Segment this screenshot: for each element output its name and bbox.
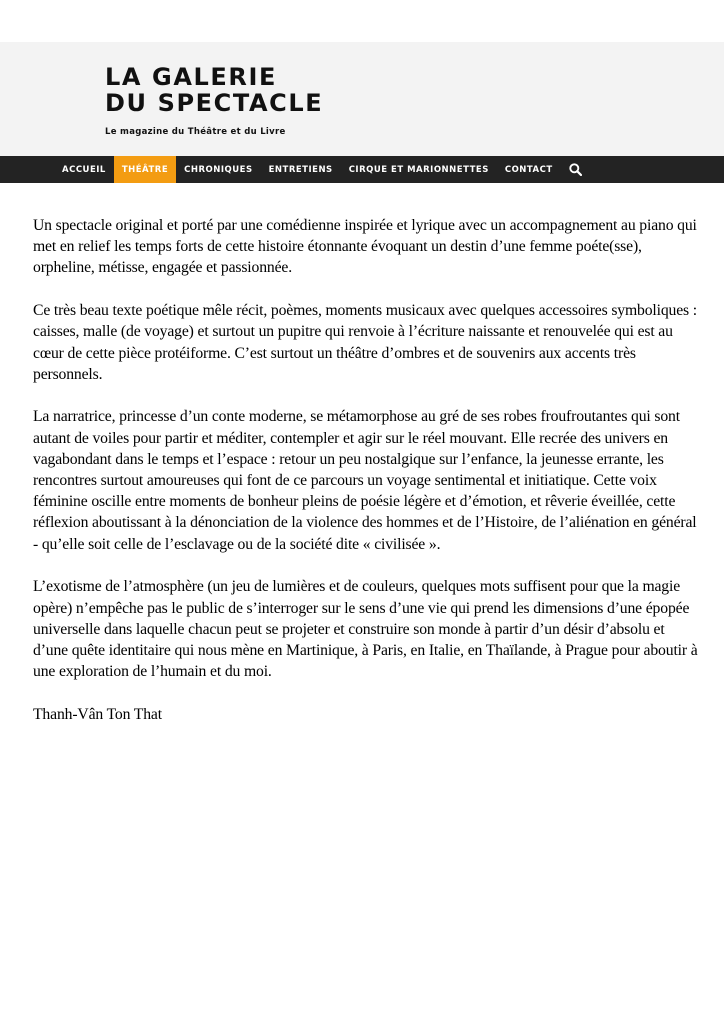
site-header [0, 42, 724, 156]
article-paragraph-2: Ce très beau texte poétique mêle récit, poèmes, moments musicaux avec quelques accessoires symboliques : caisses, malle (de voyage) et surtout un pupitre qui renvoie à l’écriture naissante et renouvelée qui est au cœur de cette pièce protéiforme. C’est surtout un théâtre d’ombres et de souvenirs aux accents très personnels. [33, 302, 697, 383]
site-title-line-1: LA GALERIE [105, 63, 277, 91]
article-body [33, 215, 698, 747]
nav-item-accueil[interactable]: ACCUEIL [62, 164, 106, 175]
nav-item-theatre[interactable]: THÉÂTRE [114, 156, 176, 183]
nav-menu [54, 156, 590, 183]
site-logo[interactable] [105, 64, 323, 137]
site-title-line-2: DU SPECTACLE [105, 89, 324, 117]
article-paragraph-1: Un spectacle original et porté par une comédienne inspirée et lyrique avec un accompagnement au piano qui met en relief les temps forts de cette histoire étonnante évoquant un destin d’une femme poéte(sse), orpheline, métisse, engagée et passionnée. [33, 217, 697, 277]
article-author: Thanh-Vân Ton That [33, 705, 162, 723]
site-tagline: Le magazine du Théâtre et du Livre [105, 127, 286, 137]
article-paragraph-3: La narratrice, princesse d’un conte moderne, se métamorphose au gré de ses robes froufroutantes qui sont autant de voiles pour partir et méditer, contempler et agir sur le réel mouvant. Elle recrée des univers en vagabondant dans le temps et l’espace : retour un peu nostalgique sur l’enfance, la jeunesse errante, les rencontres surtout amoureuses qui font de ce parcours un voyage sentimental et initiatique. Cette voix féminine oscille entre moments de bonheur pleins de poésie légère et d’émotion, et rêverie éveillée, cette réflexion aboutissant à la dénonciation de la violence des hommes et de l’Histoire, de l’aliénation en général - qu’elle soit celle de l’esclavage ou de la société dite « civilisée ». [33, 408, 697, 553]
nav-item-entretiens[interactable]: ENTRETIENS [268, 164, 333, 175]
nav-item-chroniques[interactable]: CHRONIQUES [184, 164, 253, 175]
nav-item-contact[interactable]: CONTACT [504, 164, 553, 175]
nav-item-cirque-et-marionnettes[interactable]: CIRQUE ET MARIONNETTES [348, 164, 489, 175]
search-button[interactable] [561, 156, 590, 183]
main-navigation [0, 156, 724, 183]
article-paragraph-4: L’exotisme de l’atmosphère (un jeu de lumières et de couleurs, quelques mots suffisent pour que la magie opère) n’empêche pas le public de s’interroger sur le sens d’une vie qui prend les dimensions d’une épopée universelle dans laquelle chacun peut se projeter et construire son monde à partir d’un désir d’absolu et d’une quête identitaire qui nous mène en Martinique, à Paris, en Italie, en Thaïlande, à Prague pour aboutir à une exploration de l’humain et du moi. [33, 578, 698, 681]
search-icon [569, 163, 582, 176]
